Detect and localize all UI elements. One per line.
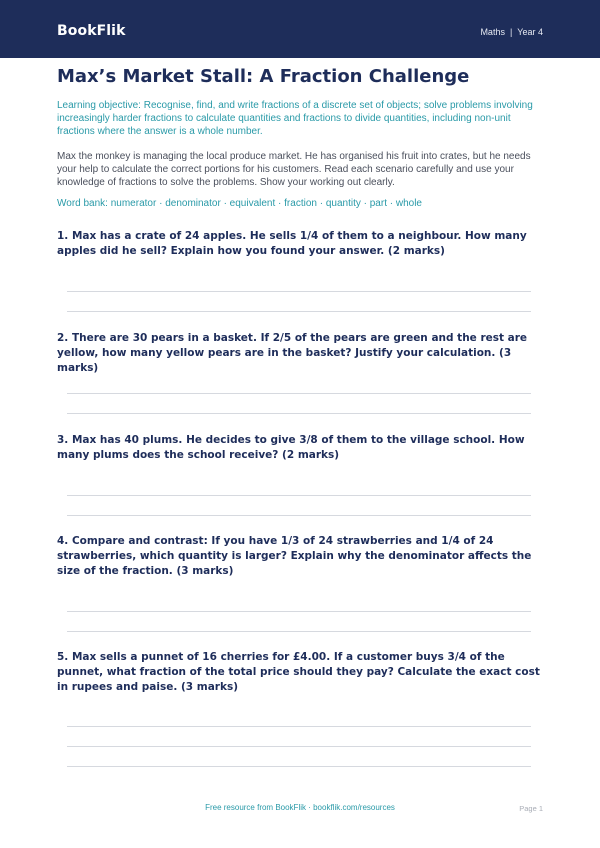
answer-line[interactable]	[67, 631, 531, 632]
question-4: 4. Compare and contrast: If you have 1/3 of 24 strawberries and 1/4 of 24 strawberries, which quantity is larger? Explain why the denominator affects the size of the fraction. (3 marks)	[57, 535, 532, 577]
answer-line[interactable]	[67, 746, 531, 747]
question-2: 2. There are 30 pears in a basket. If 2/5 of the pears are green and the rest are yellow, how many yellow pears are in the basket? Justify your calculation. (3 marks)	[57, 332, 528, 374]
word-bank: Word bank: numerator · denominator · equivalent · fraction · quantity · part · whole	[57, 198, 422, 209]
answer-line[interactable]	[67, 413, 531, 414]
answer-line[interactable]	[67, 311, 531, 312]
answer-line[interactable]	[67, 495, 531, 496]
question-3: 3. Max has 40 plums. He decides to give 3/8 of them to the village school. How many plums does the school receive? (2 marks)	[57, 434, 525, 461]
answer-line[interactable]	[67, 515, 531, 516]
page-number: Page 1	[519, 804, 543, 813]
question-1: 1. Max has a crate of 24 apples. He sells 1/4 of them to a neighbour. How many apples did he sell? Explain how you found your answer. (2 marks)	[57, 230, 527, 257]
answer-line[interactable]	[67, 291, 531, 292]
learning-objective: Learning objective: Recognise, find, and write fractions of a discrete set of objects; solve problems involving increasingly harder fractions to calculate quantities and fractions to divide quantities, including non-unit fractions where the answer is a whole number.	[57, 100, 533, 137]
question-5: 5. Max sells a punnet of 16 cherries for £4.00. If a customer buys 3/4 of the punnet, what fraction of the total price should they pay? Calculate the exact cost in rupees and paise. (3 marks)	[57, 651, 540, 693]
brand-logo[interactable]: BookFlik	[57, 23, 126, 39]
subject-label: Maths	[480, 27, 505, 37]
answer-line[interactable]	[67, 611, 531, 612]
subject-year-label	[480, 27, 543, 37]
worksheet-title: Max’s Market Stall: A Fraction Challenge	[57, 66, 470, 87]
answer-line[interactable]	[67, 393, 531, 394]
answer-line[interactable]	[67, 766, 531, 767]
intro-paragraph: Max the monkey is managing the local produce market. He has organised his fruit into crates, but he needs your help to calculate the correct portions for his customers. Read each scenario carefully and use your knowledge of fractions to solve the problems. Show your working out clearly.	[57, 151, 531, 188]
year-label: Year 4	[517, 27, 543, 37]
meta-separator: |	[509, 27, 513, 37]
footer-resource-link[interactable]: Free resource from BookFlik · bookflik.com/resources	[205, 803, 395, 812]
page-header	[0, 0, 600, 58]
answer-line[interactable]	[67, 726, 531, 727]
